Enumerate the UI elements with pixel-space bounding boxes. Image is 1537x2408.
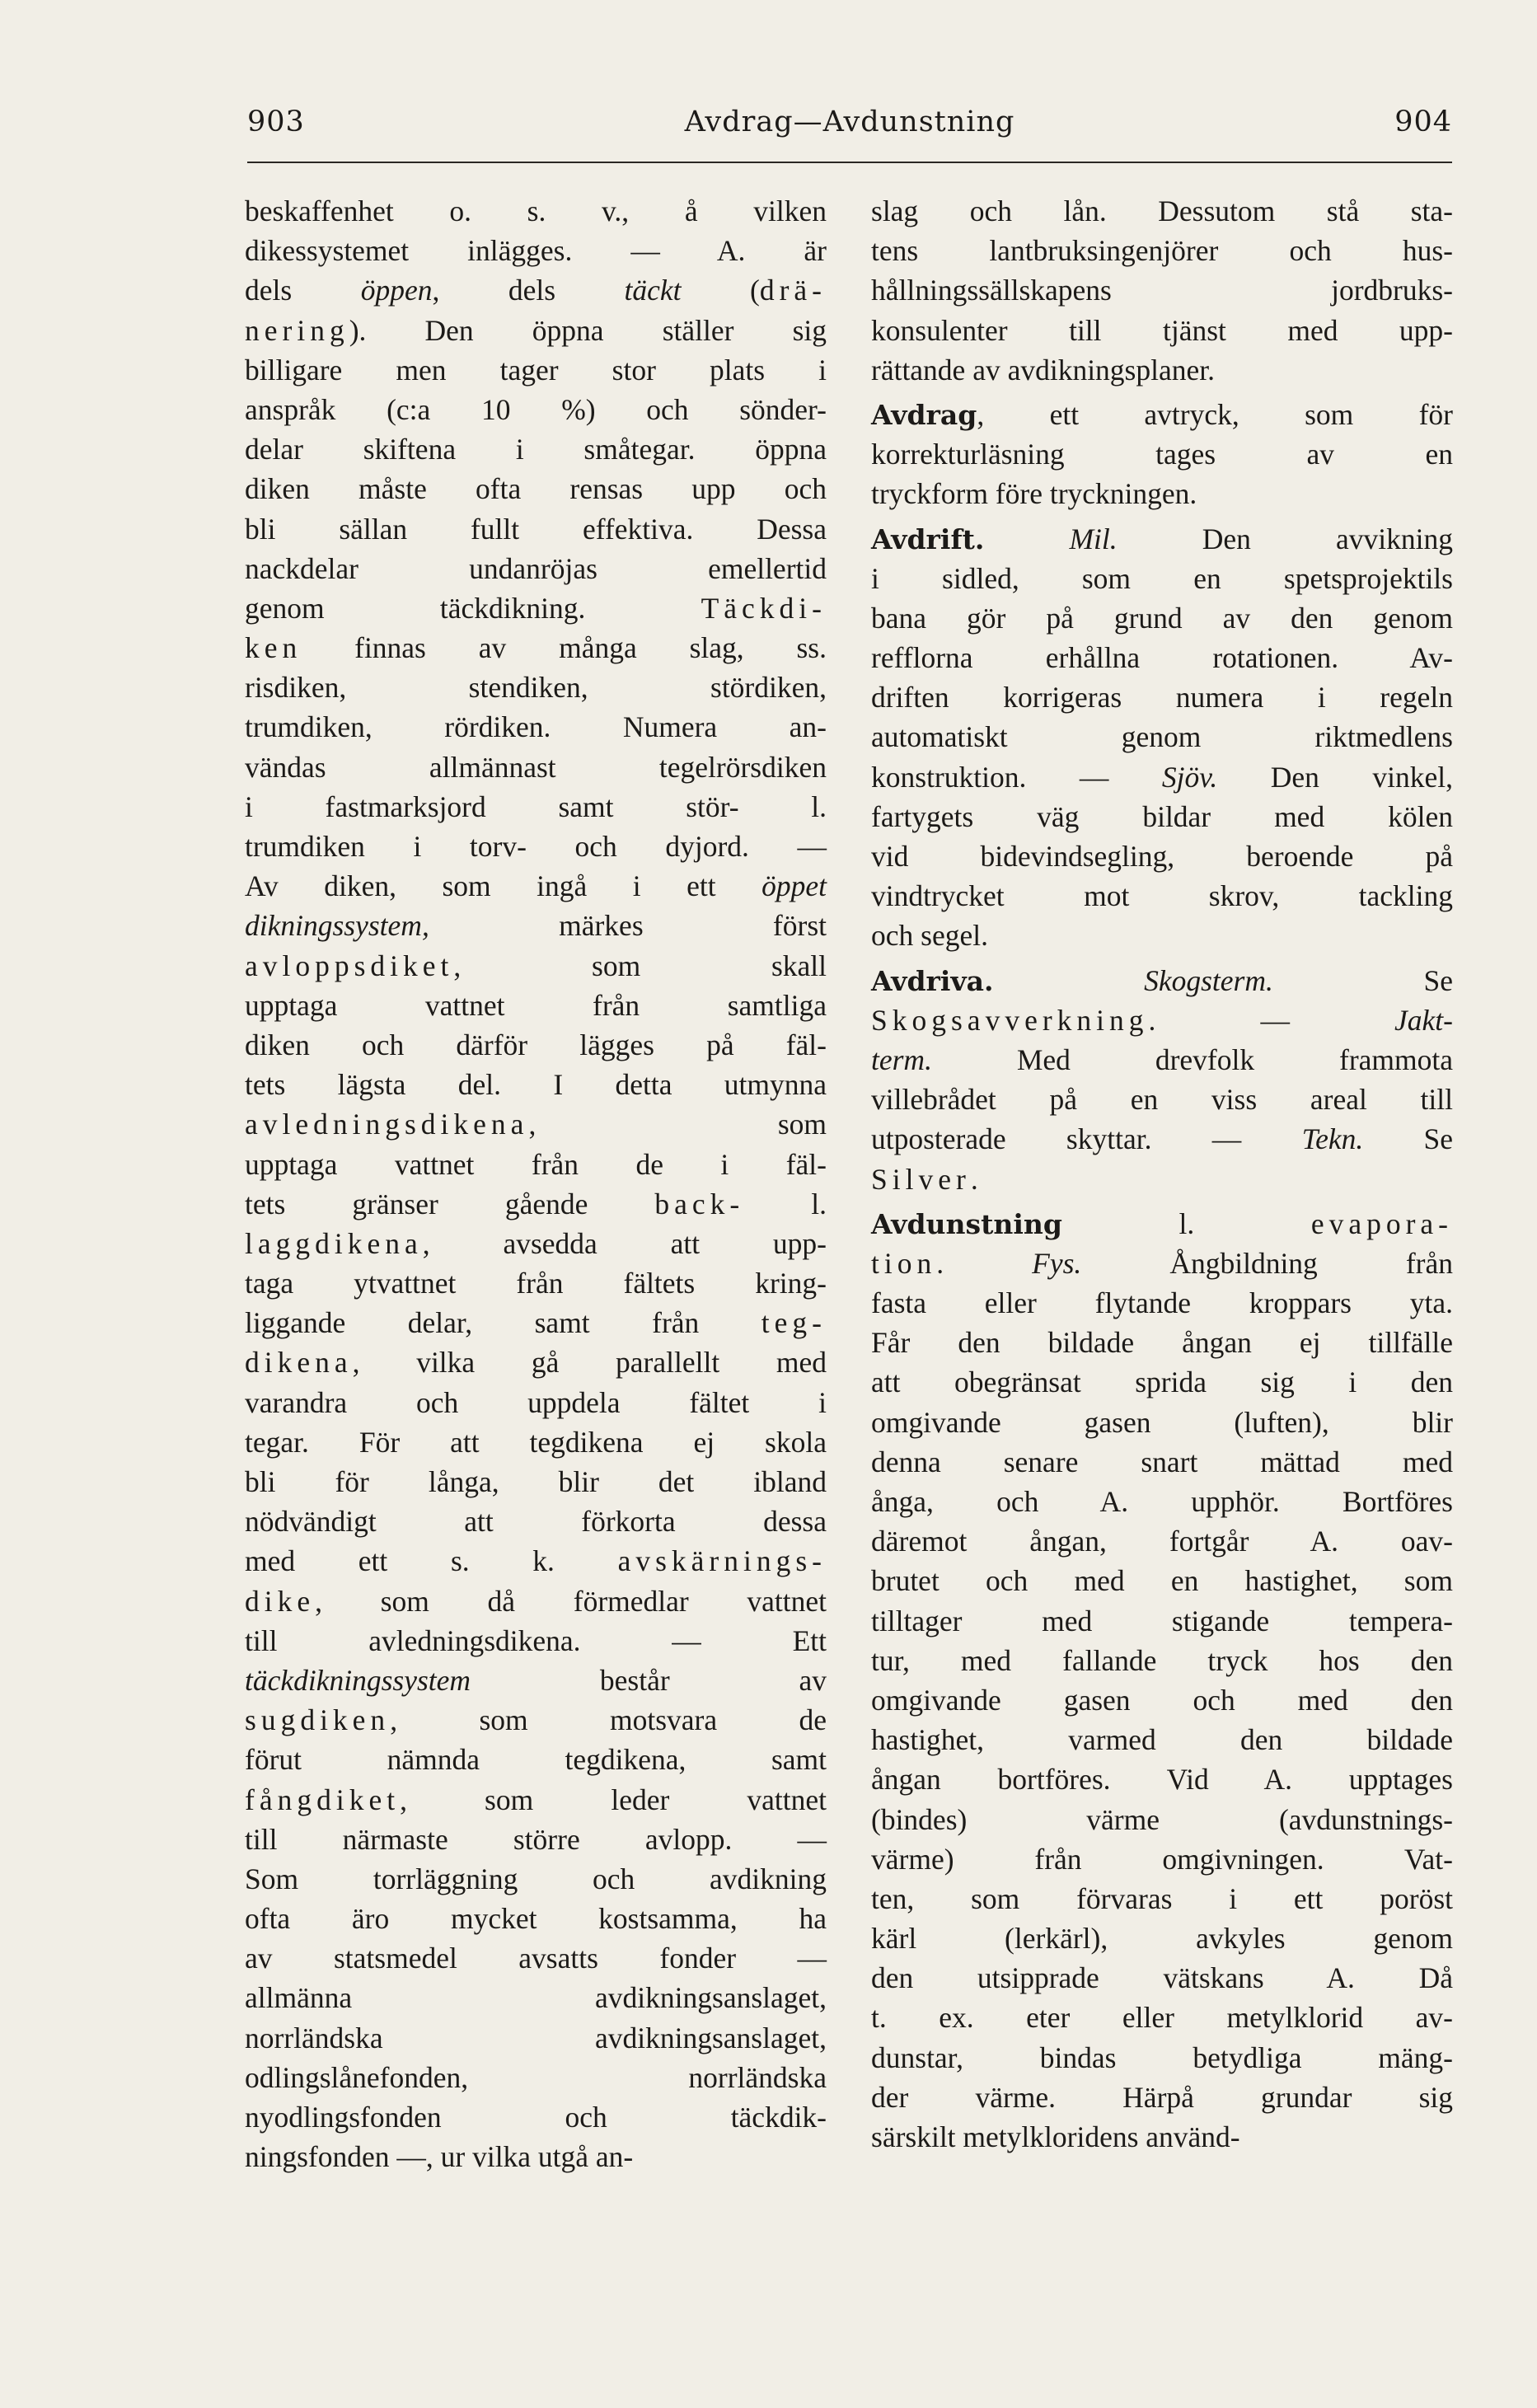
text-line: avloppsdiket, som skall (245, 949, 827, 982)
text-line: med ett s. k. avskärnings- (245, 1544, 827, 1578)
text-line: diken måste ofta rensas upp och (245, 472, 827, 506)
text-line: särskilt metylkloridens använd- (871, 2120, 1240, 2153)
text-line: utposterade skyttar. — Tekn. Se (871, 1122, 1454, 1156)
page-number-right: 904 (1394, 105, 1452, 138)
text-line: denna senare snart mättad med (871, 1445, 1453, 1478)
text-line: ofta äro mycket kostsamma, ha (245, 1902, 827, 1936)
text-line: bli sällan fullt effektiva. Dessa (245, 512, 827, 546)
text-line: ten, som förvaras i ett poröst (871, 1881, 1453, 1915)
text-line: trumdiken, rördiken. Numera an- (245, 710, 827, 744)
text-line: tryckform före tryckningen. (871, 477, 1197, 511)
text-line: fartygets väg bildar med kölen (871, 799, 1453, 833)
text-line: omgivande gasen (luften), blir (871, 1405, 1453, 1439)
text-line: konsulenter till tjänst med upp- (871, 313, 1453, 347)
text-line: upptaga vattnet från de i fäl- (245, 1147, 827, 1181)
text-line: slag och lån. Dessutom stå sta- (871, 194, 1453, 227)
text-line: Får den bildade ångan ej tillfälle (871, 1326, 1453, 1360)
text-line: Avdrag, ett avtryck, som för (871, 397, 1453, 431)
text-line: korrekturläsning tages av en (871, 438, 1453, 471)
page-header (247, 105, 1452, 155)
text-line: tegar. För att tegdikena ej skola (245, 1425, 827, 1459)
text-line: ken finnas av många slag, ss. (245, 631, 827, 665)
text-line: fångdiket, som leder vattnet (245, 1783, 827, 1816)
text-line: delar skiftena i småtegar. öppna (245, 433, 827, 466)
text-line: bana gör på grund av den genom (871, 601, 1453, 635)
text-line: taga ytvattnet från fältets kring- (245, 1267, 827, 1300)
text-line: beskaffenhet o. s. v., å vilken (245, 194, 827, 227)
text-line: till närmaste större avlopp. — (245, 1822, 827, 1856)
text-line: tets lägsta del. I detta utmynna (245, 1068, 827, 1102)
text-line: dikena, vilka gå parallellt med (245, 1346, 827, 1380)
text-line: till avledningsdikena. — Ett (245, 1623, 827, 1657)
text-line: vid bidevindsegling, beroende på (871, 840, 1453, 873)
text-line: vändas allmännast tegelrörsdiken (245, 750, 827, 784)
text-line: tilltager med stigande tempera- (871, 1604, 1453, 1637)
text-line: nyodlingsfonden och täckdik- (245, 2101, 827, 2134)
text-line: tion. Fys. Ångbildning från (871, 1246, 1453, 1280)
text-line: konstruktion. — Sjöv. Den vinkel, (871, 760, 1453, 794)
text-line: kärl (lerkärl), avkyles genom (871, 1922, 1453, 1956)
text-line: Avdunstning l. evapora- (871, 1206, 1453, 1240)
left-column (245, 191, 827, 2176)
text-line: norrländska avdikningsanslaget, (245, 2021, 827, 2054)
text-line: däremot ångan, fortgår A. oav- (871, 1525, 1453, 1558)
text-line: ningsfonden —, ur vilka utgå an- (245, 2140, 634, 2174)
text-line: nering). Den öppna ställer sig (245, 313, 827, 347)
text-line: att obegränsat sprida sig i den (871, 1366, 1453, 1399)
text-line: i sidled, som en spetsprojektils (871, 561, 1453, 595)
text-line: tets gränser gående back- l. (245, 1187, 827, 1220)
text-line: driften korrigeras numera i regeln (871, 681, 1453, 714)
text-line: term. Med drevfolk frammota (871, 1042, 1453, 1076)
text-line: hållningssällskapens jordbruks- (871, 274, 1453, 307)
text-line: automatiskt genom riktmedlens (871, 720, 1453, 754)
text-line: tur, med fallande tryck hos den (871, 1643, 1453, 1677)
text-line: rättande av avdikningsplaner. (871, 353, 1215, 386)
text-line: anspråk (c:a 10 %) och sönder- (245, 392, 827, 426)
text-line: trumdiken i torv- och dyjord. — (245, 830, 827, 863)
text-line: värme) från omgivningen. Vat- (871, 1842, 1453, 1876)
text-line: Som torrläggning och avdikning (245, 1862, 827, 1895)
text-line: risdiken, stendiken, stördiken, (245, 671, 827, 705)
text-line: liggande delar, samt från teg- (245, 1306, 827, 1340)
text-line: ångan bortföres. Vid A. upptages (871, 1763, 1453, 1797)
text-line: fasta eller flytande kroppars yta. (871, 1286, 1453, 1320)
page-number-left: 903 (247, 105, 305, 138)
text-line: Silver. (871, 1162, 978, 1196)
text-line: odlingslånefonden, norrländska (245, 2060, 827, 2094)
text-line: och segel. (871, 919, 988, 953)
text-line: Avdriva. Skogsterm. Se (871, 963, 1454, 997)
text-line: av statsmedel avsatts fonder — (245, 1942, 827, 1975)
text-line: dels öppen, dels täckt (drä- (245, 274, 827, 307)
text-line: täckdikningssystem består av (245, 1663, 827, 1697)
text-line: dike, som då förmedlar vattnet (245, 1584, 827, 1618)
text-line: omgivande gasen och med den (871, 1683, 1453, 1717)
text-line: Av diken, som ingå i ett öppet (245, 869, 827, 903)
text-line: dunstar, bindas betydliga mäng- (871, 2040, 1453, 2074)
text-line: brutet och med en hastighet, som (871, 1564, 1453, 1598)
text-line: genom täckdikning. Täckdi- (245, 591, 827, 625)
text-line: förut nämnda tegdikena, samt (245, 1743, 827, 1777)
text-line: tens lantbruksingenjörer och hus- (871, 234, 1453, 268)
text-line: t. ex. eter eller metylklorid av- (871, 2001, 1453, 2035)
text-line: den utsipprade vätskans A. Då (871, 1961, 1453, 1995)
text-line: varandra och uppdela fältet i (245, 1385, 827, 1419)
text-line: nödvändigt att förkorta dessa (245, 1505, 827, 1539)
text-line: Skogsavverkning. — Jakt- (871, 1003, 1453, 1037)
right-column (871, 191, 1453, 2157)
text-line: i fastmarksjord samt stör- l. (245, 789, 827, 823)
text-line: refflorna erhållna rotationen. Av- (871, 641, 1453, 675)
text-line: bli för långa, blir det ibland (245, 1465, 827, 1498)
running-title: Avdrag—Avdunstning (684, 105, 1015, 138)
text-line: diken och därför lägges på fäl- (245, 1028, 827, 1061)
text-line: dikessystemet inlägges. — A. är (245, 234, 827, 268)
text-line: avledningsdikena, som (245, 1108, 827, 1141)
text-line: nackdelar undanröjas emellertid (245, 551, 827, 585)
header-rule (247, 162, 1452, 163)
text-line: allmänna avdikningsanslaget, (245, 1981, 827, 2015)
text-line: upptaga vattnet från samtliga (245, 988, 827, 1022)
text-line: ånga, och A. upphör. Bortföres (871, 1485, 1453, 1518)
text-line: sugdiken, som motsvara de (245, 1703, 827, 1737)
text-line: der värme. Härpå grundar sig (871, 2080, 1453, 2114)
text-line: dikningssystem, märkes först (245, 909, 827, 943)
text-line: vindtrycket mot skrov, tackling (871, 879, 1453, 913)
text-line: (bindes) värme (avdunstnings- (871, 1802, 1453, 1836)
text-line: laggdikena, avsedda att upp- (245, 1226, 827, 1260)
text-line: villebrådet på en viss areal till (871, 1083, 1453, 1117)
text-line: Avdrift. Mil. Den avvikning (871, 522, 1453, 555)
text-line: hastighet, varmed den bildade (871, 1723, 1453, 1757)
text-line: billigare men tager stor plats i (245, 353, 827, 386)
